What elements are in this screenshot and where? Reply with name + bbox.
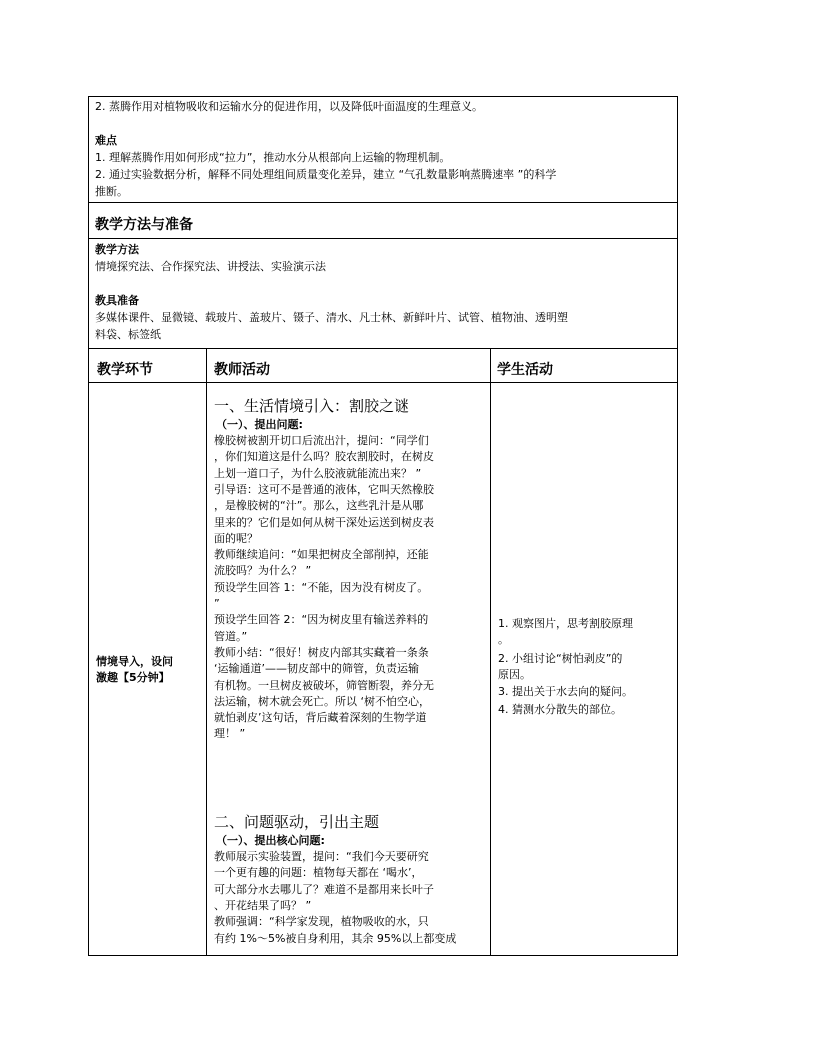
part2-line: 有约 1%～5%被自身利用，其余 95%以上都变成 [214,931,457,945]
part1-line: 里来的？它们是如何从树干深处运送到树皮表 [214,515,434,529]
difficulty-item-2-cont: 推断。 [95,185,128,198]
part2-line: 教师展示实验装置，提问：“我们今天要研究 [214,850,429,863]
part2-title: 二、问题驱动，引出主题 [214,813,380,831]
part1-line: 流胶吗？为什么？ ” [214,564,312,578]
methods-body [89,239,677,349]
difficulty-title: 难点 [95,134,117,147]
student-activity-line: 4. 猜测水分散失的部位。 [498,703,622,716]
part1-line: ，你们知道这是什么吗？胶农割胶时，在树皮 [214,450,434,464]
part1-line: 教师继续追问：“如果把树皮全部削掉，还能 [214,548,429,562]
key-point-line: 2. 蒸腾作用对植物吸收和运输水分的促进作用，以及降低叶面温度的生理意义。 [95,100,483,113]
part1-line: 就怕剥皮’这句话，背后藏着深刻的生物学道 [214,711,427,725]
student-activity-line: 2. 小组讨论“树怕剥皮”的 [498,652,623,665]
part2-line: 一个更有趣的问题：植物每天都在 ‘喝水’， [214,866,423,880]
tools-text: 多媒体课件、显微镜、载玻片、盖玻片、镊子、清水、凡士林、新鲜叶片、试管、植物油、透明塑 [95,311,568,324]
lesson-plan-page [88,96,678,956]
methods-heading: 教学方法与准备 [95,217,193,233]
difficulty-item-1: 1. 理解蒸腾作用如何形成“拉力”，推动水分从根部向上运输的物理机制。 [95,151,451,164]
part1-line: ‘运输通道’——韧皮部中的筛管，负责运输 [214,662,419,676]
student-activity-line: 。 [498,633,509,646]
column-divider-2 [490,349,491,955]
part1-line: 法运输，树木就会死亡。所以 ‘树不怕空心， [214,694,430,708]
part1-line: 预设学生回答 2：“因为树皮里有输送养料的 [214,613,429,627]
difficulty-item-2: 2. 通过实验数据分析，解释不同处理组间质量变化差异，建立 “气孔数量影响蒸腾速率 ”的科学 [95,168,557,181]
part1-line: 面的呢？ [214,531,258,545]
part1-line: ” [214,597,220,610]
key-difficult-points-section [89,97,677,203]
part1-line: 管道。” [214,629,248,643]
part2-subtitle: （一）、提出核心问题: [216,834,325,847]
student-activity-line: 原因。 [498,668,531,681]
part1-line: 橡胶树被割开切口后流出汁，提问：“同学们 [214,434,429,447]
header-student: 学生活动 [497,362,553,378]
part1-line: 教师小结：“很好！树皮内部其实藏着一条条 [214,645,429,659]
part2-line: 可大部分水去哪儿了？难道不是都用来长叶子 [214,882,434,896]
header-stage: 教学环节 [97,362,153,378]
part1-title: 一、生活情境引入：割胶之谜 [214,397,410,415]
part2-line: 、开花结果了吗？ ” [214,898,312,912]
method-title: 教学方法 [95,243,139,256]
part2-line: 教师强调：“科学家发现，植物吸收的水，只 [214,915,429,929]
part1-line: 理！ ” [214,727,246,741]
header-teacher: 教师活动 [214,362,270,378]
part1-line: 上划一道口子，为什么胶液就能流出来？ ” [214,466,422,480]
student-activity-line: 1. 观察图片，思考割胶原理 [498,617,633,630]
stage-label-cont: 激趣【5分钟】 [96,671,170,684]
tools-title: 教具准备 [95,294,139,307]
method-text: 情境探究法、合作探究法、讲授法、实验演示法 [95,260,326,273]
part1-line: ，是橡胶树的“汁”。那么，这些乳汁是从哪 [214,499,424,513]
part1-subtitle: （一）、提出问题: [216,418,303,431]
part1-line: 预设学生回答 1：“不能，因为没有树皮了。 [214,580,429,594]
part1-line: 有机物。一旦树皮被破坏，筛管断裂，养分无 [214,678,434,692]
student-activity-line: 3. 提出关于水去向的疑问。 [498,685,633,698]
methods-heading-row [89,203,677,239]
table-header-row [89,349,677,383]
tools-text-cont: 料袋、标签纸 [95,328,161,341]
column-divider-1 [206,349,207,955]
stage-label: 情境导入，设问 [96,655,173,668]
part1-line: 引导语：这可不是普通的液体，它叫天然橡胶 [214,482,434,496]
